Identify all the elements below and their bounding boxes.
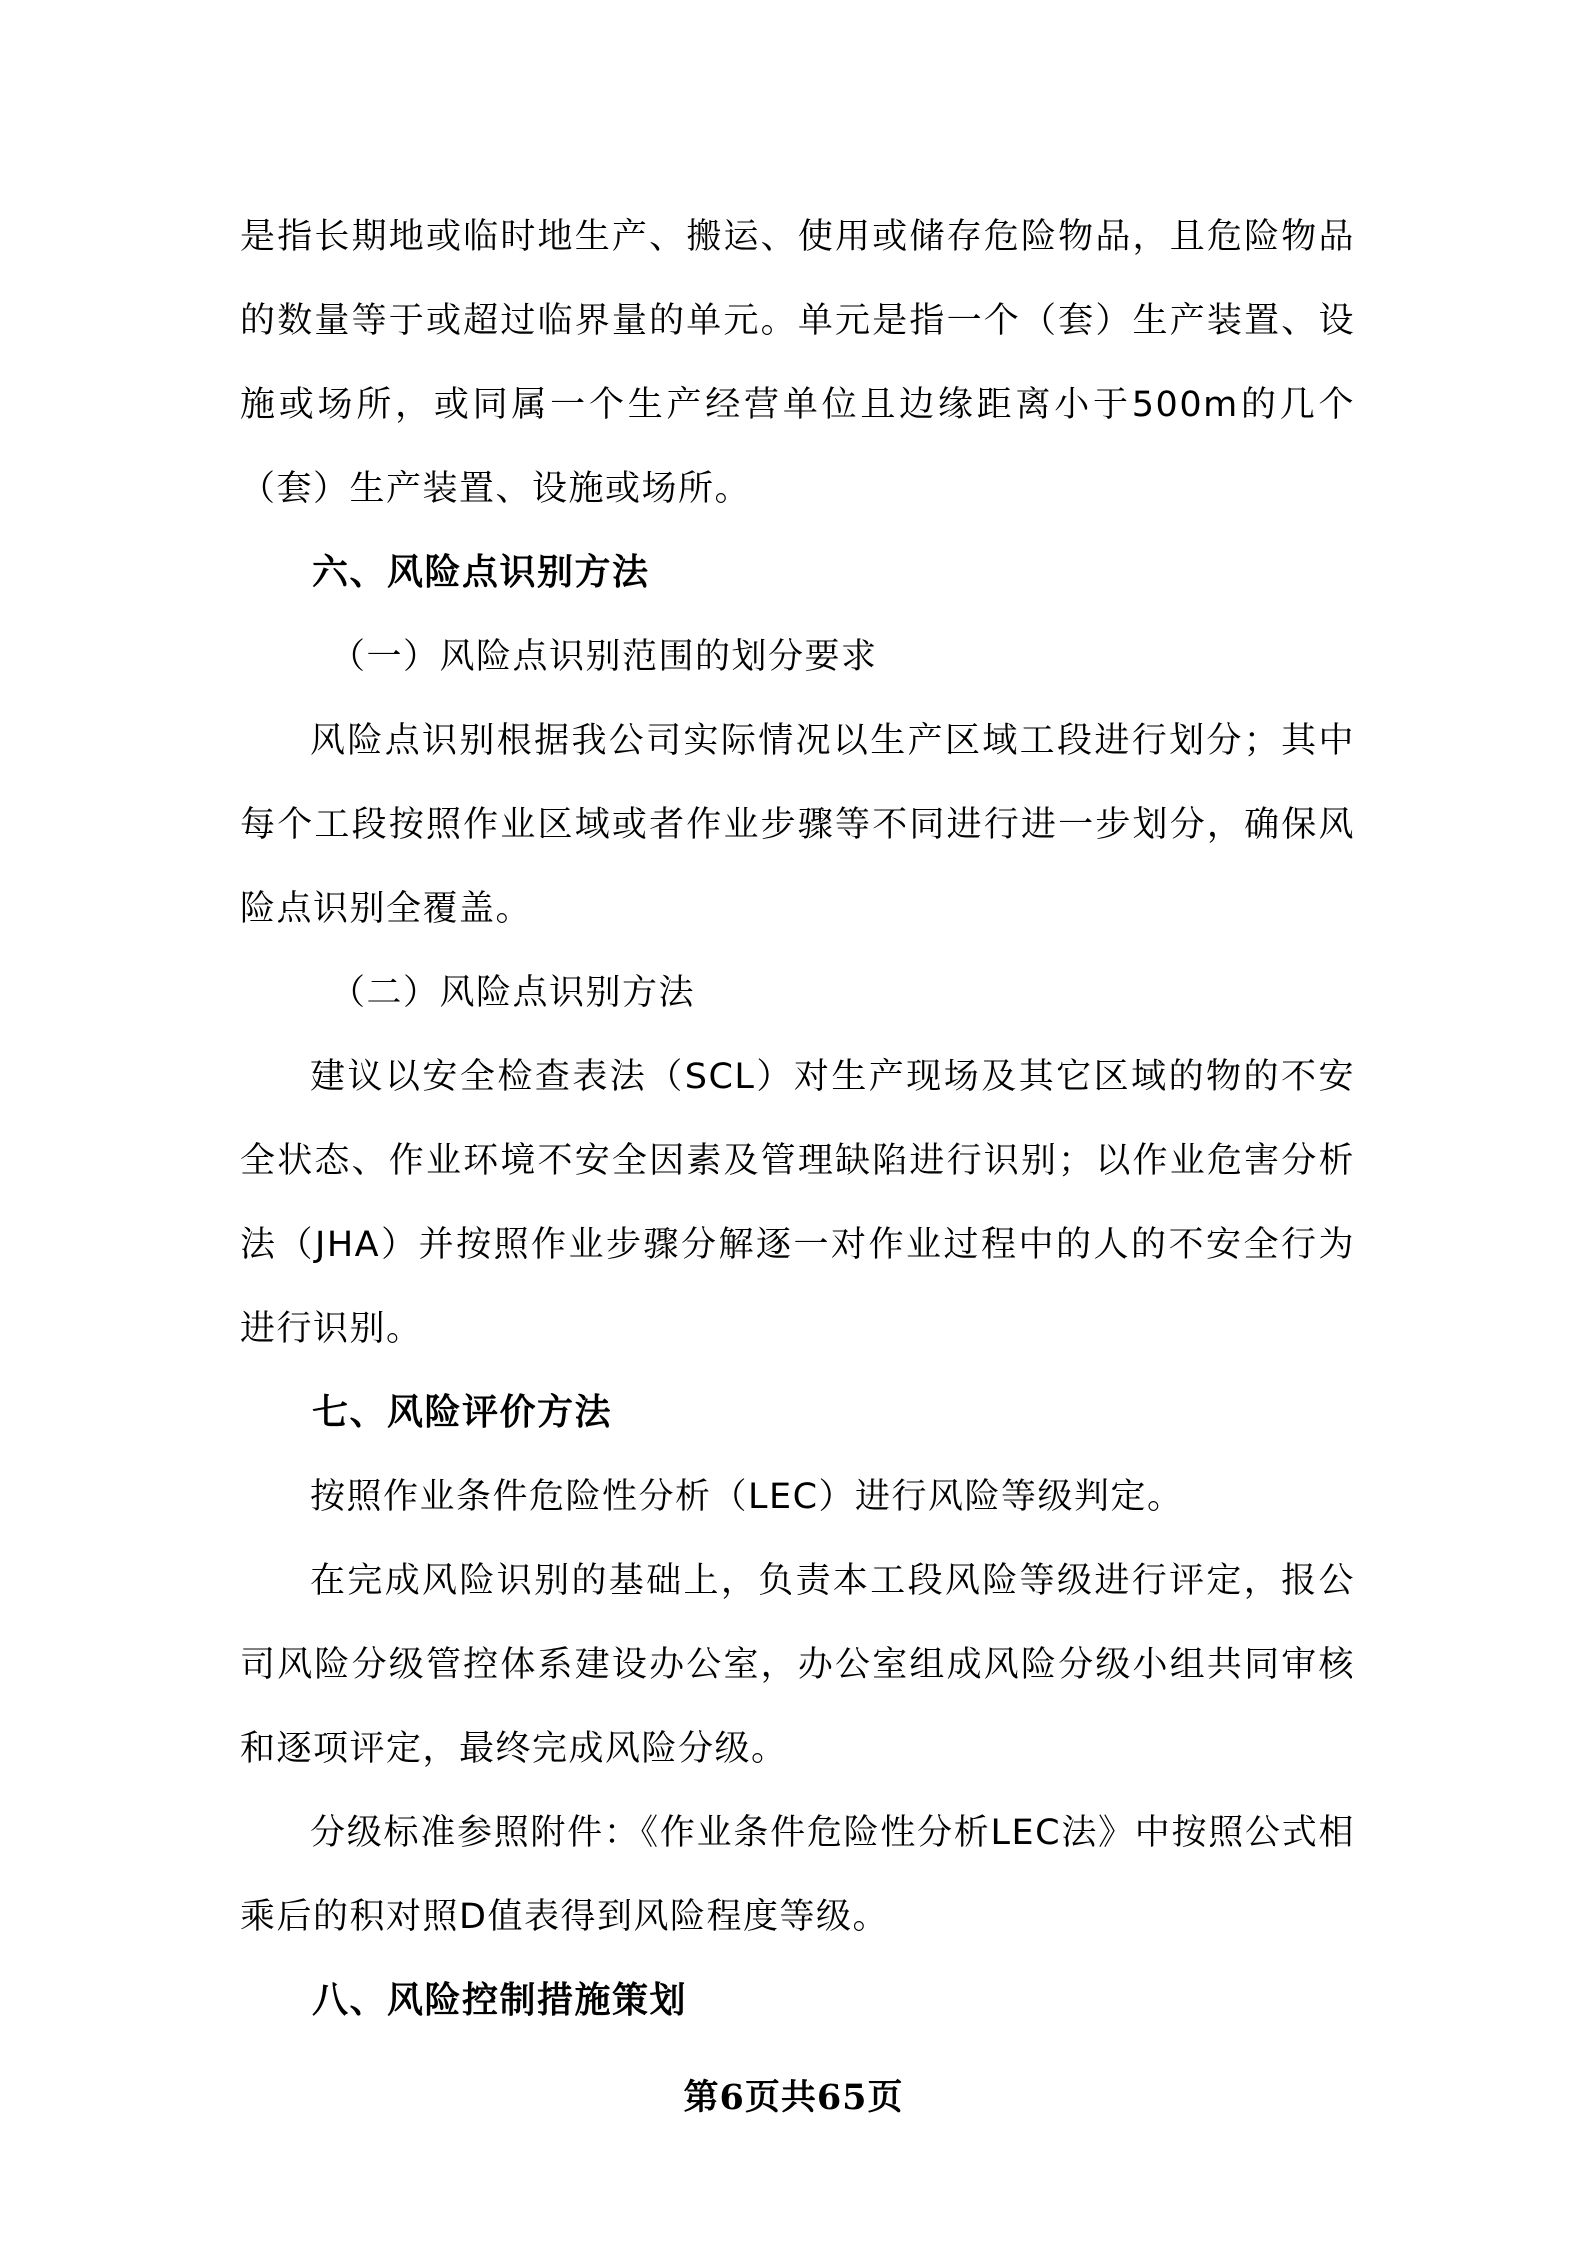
- heading-section-6: 六、风险点识别方法: [312, 552, 650, 593]
- heading-section-8: 八、风险控制措施策划: [312, 1980, 688, 2021]
- para-hazard-unit-definition-continued: 是指长期地或临时地生产、搬运、使用或储存危险物品，且危险物品的数量等于或超过临界量的单元。单元是指一个（套）生产装置、设施或场所，或同属一个生产经营单位且边缘距离小于500m的几个（套）生产装置、设施或场所。: [240, 217, 1355, 509]
- para-6-1: 风险点识别根据我公司实际情况以生产区域工段进行划分；其中每个工段按照作业区域或者作业步骤等不同进行进一步划分，确保风险点识别全覆盖。: [240, 721, 1355, 929]
- para-7-3: 分级标准参照附件：《作业条件危险性分析LEC法》中按照公式相乘后的积对照D值表得到风险程度等级。: [240, 1813, 1355, 1937]
- subheading-6-1: （一）风险点识别范围的划分要求: [330, 637, 878, 677]
- para-6-2: 建议以安全检查表法（SCL）对生产现场及其它区域的物的不安全状态、作业环境不安全因素及管理缺陷进行识别；以作业危害分析法（JHA）并按照作业步骤分解逐一对作业过程中的人的不安全行为进行识别。: [240, 1057, 1355, 1349]
- subheading-6-2: （二）风险点识别方法: [330, 973, 696, 1013]
- heading-section-7: 七、风险评价方法: [312, 1392, 613, 1433]
- para-7-2: 在完成风险识别的基础上，负责本工段风险等级进行评定，报公司风险分级管控体系建设办公室，办公室组成风险分级小组共同审核和逐项评定，最终完成风险分级。: [240, 1561, 1355, 1769]
- para-7-1: 按照作业条件危险性分析（LEC）进行风险等级判定。: [310, 1477, 1184, 1517]
- page-number-footer: 第6页共65页: [683, 2077, 904, 2118]
- document-body: [240, 195, 1355, 2043]
